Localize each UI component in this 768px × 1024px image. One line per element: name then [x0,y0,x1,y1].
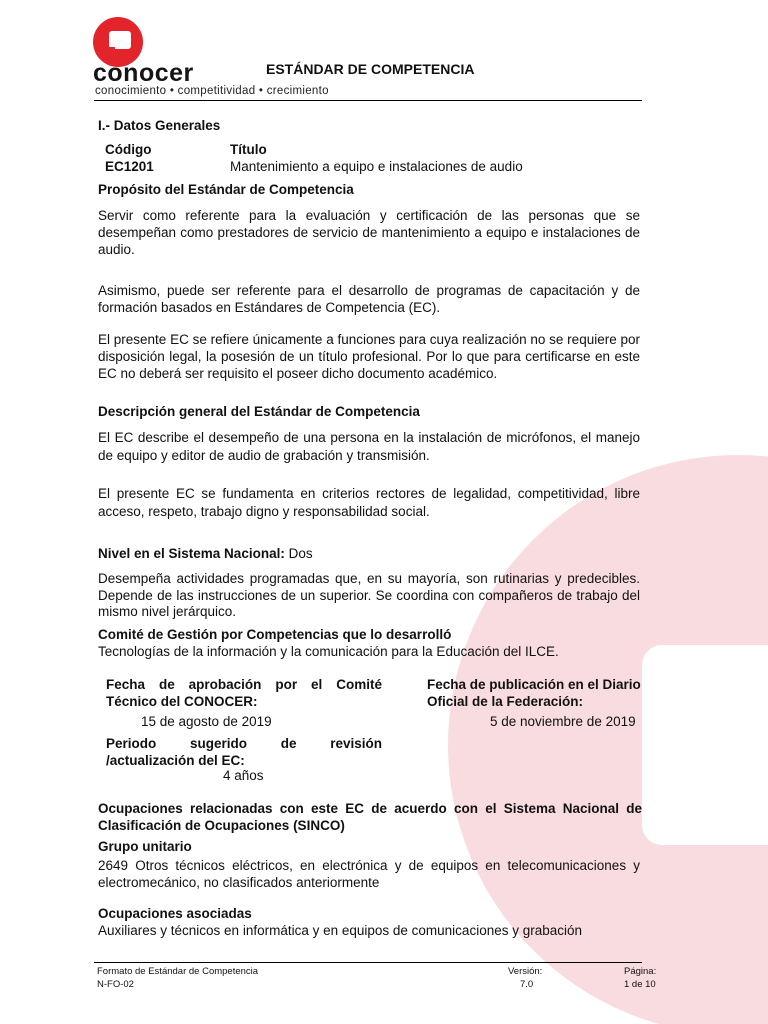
header-divider [94,100,642,101]
titulo-value: Mantenimiento a equipo e instalaciones de audio [230,159,523,174]
footer-format-label: Formato de Estándar de Competencia [97,966,259,977]
comite-heading: Comité de Gestión por Competencias que lo desarrolló [98,627,452,642]
titulo-label: Título [230,142,267,157]
ocupaciones-heading: Ocupaciones relacionadas con este EC de acuerdo con el Sistema Nacional de Clasificación de Ocupaciones (SINCO) [98,801,642,833]
periodo-revision-label: Periodo sugerido de revisión /actualización del EC: [106,736,382,768]
periodo-revision-value: 4 años [223,768,264,783]
datos-generales-heading: I.- Datos Generales [98,118,221,133]
grupo-unitario-heading: Grupo unitario [98,839,192,854]
nivel-value: Dos [288,546,313,561]
document-title: ESTÁNDAR DE COMPETENCIA [266,61,475,77]
proposito-paragraph-2: Asimismo, puede ser referente para el desarrollo de programas de capacitación y de formación basados en Estándares de Competencia (EC). [98,283,640,315]
fecha-publicacion-label: Fecha de publicación en el Diario Oficial de la Federación: [427,677,641,709]
footer-page-value: 1 de 10 [624,979,656,990]
fecha-aprobacion-value: 15 de agosto de 2019 [141,714,272,729]
fecha-publicacion-value: 5 de noviembre de 2019 [490,714,636,729]
codigo-value: EC1201 [105,159,154,174]
comite-text: Tecnologías de la información y la comunicación para la Educación del ILCE. [98,644,559,659]
codigo-label: Código [105,142,152,157]
nivel-label: Nivel en el Sistema Nacional: [98,546,285,561]
ocupaciones-asociadas-heading: Ocupaciones asociadas [98,906,252,921]
fecha-aprobacion-label: Fecha de aprobación por el Comité Técnico del CONOCER: [106,677,382,709]
footer-page-label: Página: [624,966,657,977]
footer-divider [94,962,642,963]
nivel-description: Desempeña actividades programadas que, en su mayoría, son rutinarias y predecibles. Depende de las instrucciones de un superior. Se coordina con compañeros de trabajo del mismo nivel jerárquico. [98,571,640,619]
ocupaciones-asociadas-text: Auxiliares y técnicos en informática y en equipos de comunicaciones y grabación [98,923,583,938]
brand-name: conocer [93,59,194,87]
nivel-line [98,545,313,562]
proposito-paragraph-3: El presente EC se refiere únicamente a funciones para cuya realización no se requiere por disposición legal, la posesión de un título profesional. Por lo que para certificarse en este EC no deberá ser requisito el poseer dicho documento académico. [98,332,640,381]
descripcion-heading: Descripción general del Estándar de Competencia [98,404,420,419]
footer-format-code: N-FO-02 [97,979,134,990]
brand-tagline: conocimiento • competitividad • crecimiento [95,85,329,97]
footer-version-label: Versión: [508,966,543,977]
grupo-unitario-text: 2649 Otros técnicos eléctricos, en electrónica y de equipos en telecomunicaciones y electromecánico, no clasificados anteriormente [98,858,640,890]
proposito-heading: Propósito del Estándar de Competencia [98,182,354,197]
descripcion-paragraph-2: El presente EC se fundamenta en criterios rectores de legalidad, competitividad, libre acceso, respeto, trabajo digno y responsabilidad social. [98,486,640,519]
footer-version-value: 7.0 [520,979,534,990]
proposito-paragraph-1: Servir como referente para la evaluación y certificación de las personas que se desempeñan como prestadores de servicio de mantenimiento a equipo e instalaciones de audio. [98,208,640,257]
descripcion-paragraph-1: El EC describe el desempeño de una persona en la instalación de micrófonos, el manejo de equipo y editor de audio de grabación y transmisión. [98,430,640,463]
